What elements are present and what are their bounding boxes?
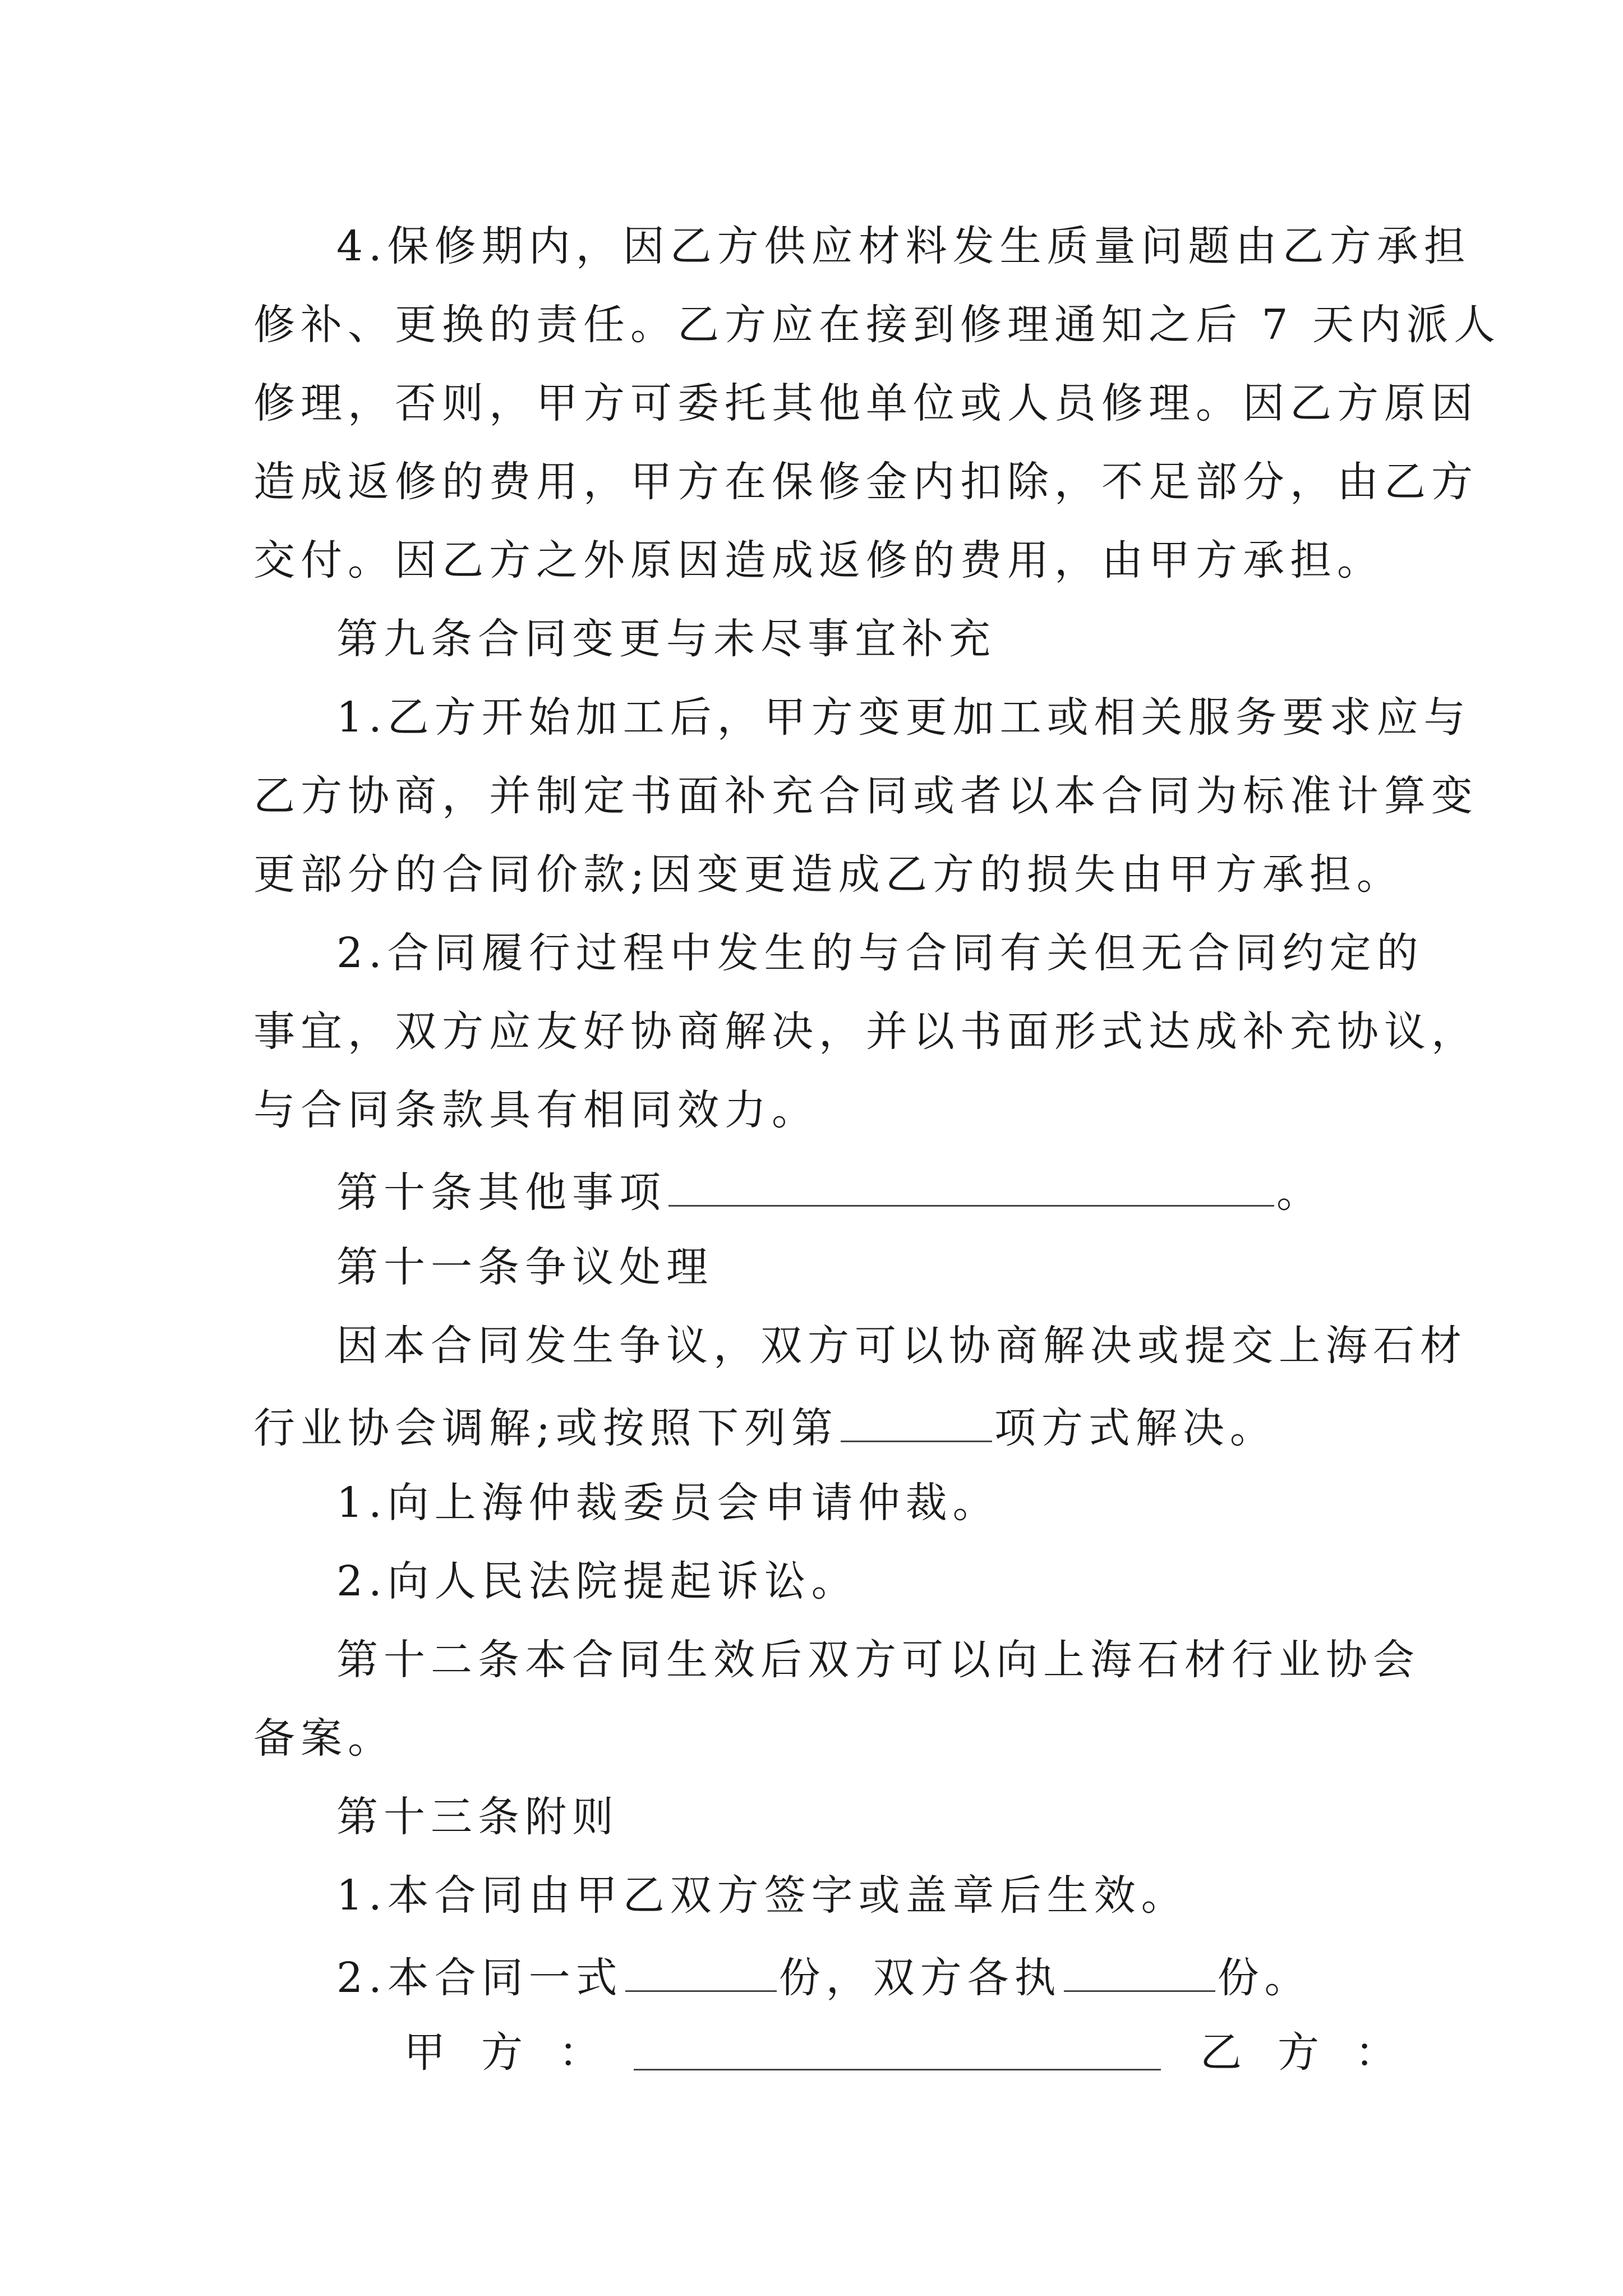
section-heading: 第九条合同变更与未尽事宜补充: [336, 615, 996, 663]
list-item: 1.向上海仲裁委员会申请仲裁。: [336, 1479, 1000, 1527]
list-item: 1.本合同由甲乙双方签字或盖章后生效。: [336, 1871, 1188, 1920]
list-item-with-blanks: [336, 1953, 1486, 2002]
paragraph-line: 修补、更换的责任。乙方应在接到修理通知之后 7 天内派人: [253, 301, 1501, 349]
fill-in-blank[interactable]: [1064, 1953, 1215, 1992]
paragraph-line: 1.乙方开始加工后，甲方变更加工或相关服务要求应与: [336, 693, 1471, 742]
text-segment: 项方式解决。: [994, 1404, 1277, 1452]
paragraph-line: 乙方协商，并制定书面补充合同或者以本合同为标准计算变: [253, 772, 1478, 820]
paragraph-line: 修理，否则，甲方可委托其他单位或人员修理。因乙方原因: [253, 379, 1478, 427]
fill-in-blank[interactable]: [841, 1404, 992, 1442]
section-heading: 第十一条争议处理: [336, 1243, 713, 1291]
paragraph-line: 更部分的合同价款;因变更造成乙方的损失由甲方承担。: [253, 850, 1404, 899]
paragraph-line: 事宜，双方应友好协商解决，并以书面形式达成补充协议，: [253, 1007, 1478, 1056]
party-b-label: 乙方：: [1200, 2028, 1432, 2077]
paragraph-line: 因本合同发生争议，双方可以协商解决或提交上海石材: [336, 1322, 1467, 1370]
paragraph-line: 2.合同履行过程中发生的与合同有关但无合同约定的: [336, 929, 1424, 977]
list-item: 2.向人民法院提起诉讼。: [336, 1557, 859, 1605]
period: 。: [1276, 1168, 1324, 1217]
section-heading-with-blank: [336, 1168, 1486, 1217]
section-heading: 第十条其他事项: [336, 1168, 666, 1217]
section-heading: 第十二条本合同生效后双方可以向上海石材行业协会: [336, 1636, 1420, 1684]
text-segment: 份，双方各执: [778, 1954, 1062, 2002]
paragraph-line: 造成返修的费用，甲方在保修金内扣除，不足部分，由乙方: [253, 458, 1478, 506]
fill-in-blank[interactable]: [625, 1953, 777, 1992]
section-heading: 第十三条附则: [336, 1793, 619, 1841]
paragraph-line-with-blank: [253, 1404, 1403, 1452]
paragraph-line: 交付。因乙方之外原因造成返修的费用，由甲方承担。: [253, 536, 1384, 585]
party-a-signature-blank[interactable]: [634, 2032, 1161, 2070]
text-segment: 2.本合同一式: [336, 1954, 623, 2002]
paragraph-line: 4.保修期内，因乙方供应材料发生质量问题由乙方承担: [336, 222, 1471, 270]
paragraph-line: 与合同条款具有相同效力。: [253, 1086, 819, 1134]
fill-in-blank[interactable]: [668, 1168, 1274, 1207]
party-a-label: 甲方：: [404, 2028, 636, 2077]
text-segment: 行业协会调解;或按照下列第: [253, 1404, 838, 1452]
paragraph-line: 备案。: [253, 1714, 395, 1763]
text-segment: 份。: [1217, 1954, 1312, 2002]
